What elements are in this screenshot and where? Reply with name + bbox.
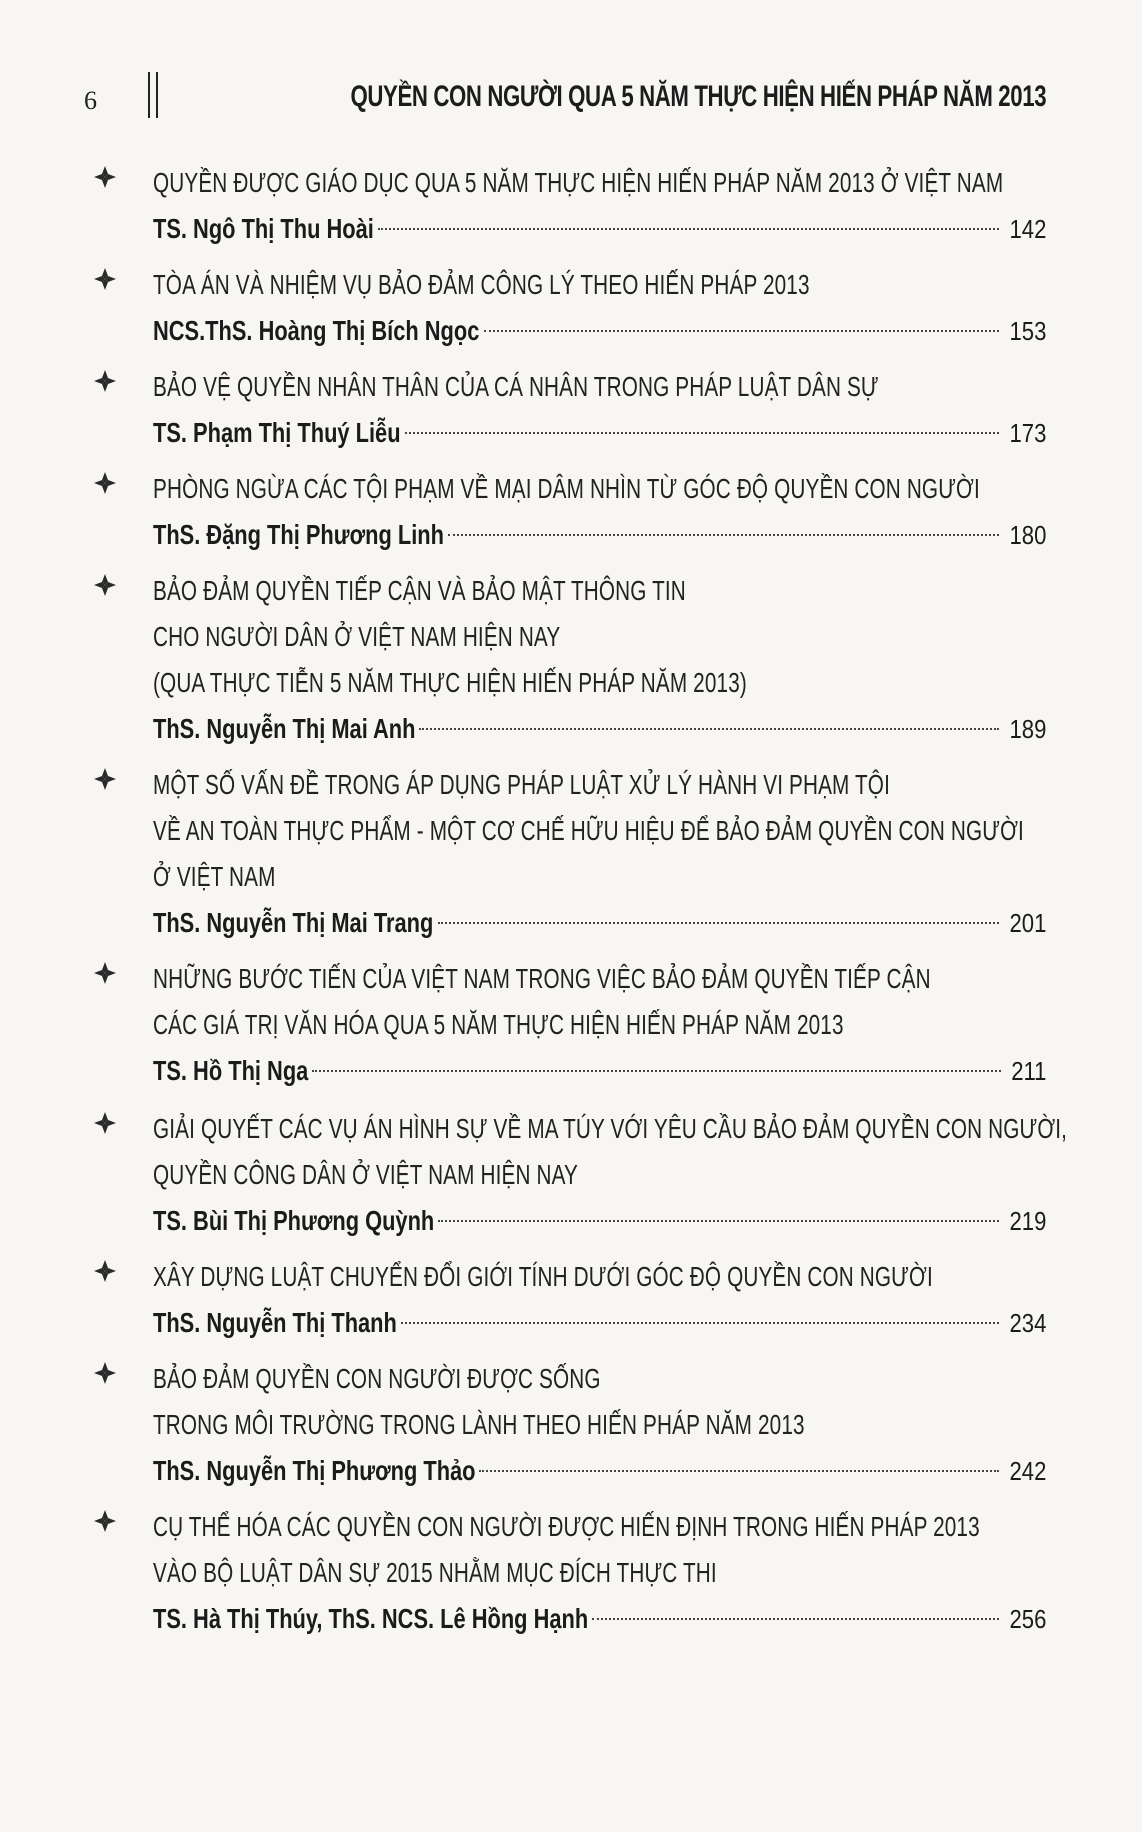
diamond-bullet-icon [92,1110,118,1136]
toc-entry-author-row [153,900,1046,946]
page-number: 6 [84,86,97,115]
toc-entry-page-number: 201 [1009,908,1046,938]
dot-leader [401,1322,999,1324]
dot-leader [438,922,999,924]
toc-entry [84,568,1046,752]
diamond-bullet-icon [92,266,118,292]
toc-entry-title-line: BẢO ĐẢM QUYỀN CON NGƯỜI ĐƯỢC SỐNG [153,1363,601,1394]
toc-entry-page-number: 242 [1009,1456,1046,1486]
toc-entry-author-row [153,308,1046,354]
toc-entry-author: ThS. Đặng Thị Phương Linh [153,519,444,550]
toc-entry [84,1254,1046,1346]
page-header [78,68,1046,124]
diamond-bullet-icon [92,766,118,792]
toc-entry [84,1504,1046,1642]
toc-entry-author: ThS. Nguyễn Thị Mai Anh [153,713,416,744]
toc-entry-author: ThS. Nguyễn Thị Mai Trang [153,907,434,938]
toc-entry-page-number: 234 [1009,1308,1046,1338]
diamond-bullet-icon [92,164,118,190]
toc-entry [84,956,1046,1094]
toc-entry-author-row [153,706,1046,752]
dot-leader [312,1070,1000,1072]
toc-entry-author-row [153,1198,1046,1244]
toc-entry [84,262,1046,354]
dot-leader [484,330,999,332]
toc-entry-page-number: 256 [1009,1604,1046,1634]
toc-entry-title-line: PHÒNG NGỪA CÁC TỘI PHẠM VỀ MẠI DÂM NHÌN TỪ GÓC ĐỘ QUYỀN CON NGƯỜI [153,473,980,504]
toc-entry-title-line: QUYỀN ĐƯỢC GIÁO DỤC QUA 5 NĂM THỰC HIỆN HIẾN PHÁP NĂM 2013 Ở VIỆT NAM [153,167,1004,198]
toc-entry-author-row [153,1300,1046,1346]
running-title: QUYỀN CON NGƯỜI QUA 5 NĂM THỰC HIỆN HIẾN PHÁP NĂM 2013 [350,80,1046,113]
table-of-contents [84,160,1068,1642]
toc-entry-title-line: CỤ THỂ HÓA CÁC QUYỀN CON NGƯỜI ĐƯỢC HIẾN ĐỊNH TRONG HIẾN PHÁP 2013 [153,1511,980,1542]
toc-entry-author-row [153,1048,1046,1094]
dot-leader [592,1618,999,1620]
dot-leader [479,1470,999,1472]
toc-entry-author: TS. Hà Thị Thúy, ThS. NCS. Lê Hồng Hạnh [153,1603,589,1634]
toc-entry-author: ThS. Nguyễn Thị Phương Thảo [153,1455,476,1486]
toc-entry-page-number: 153 [1009,316,1046,346]
diamond-bullet-icon [92,572,118,598]
dot-leader [438,1220,999,1222]
toc-entry-title-line: BẢO VỆ QUYỀN NHÂN THÂN CỦA CÁ NHÂN TRONG PHÁP LUẬT DÂN SỰ [153,371,879,402]
toc-entry-author: NCS.ThS. Hoàng Thị Bích Ngọc [153,315,480,346]
diamond-bullet-icon [92,368,118,394]
toc-entry-author-row [153,1448,1046,1494]
toc-entry-title-line: TÒA ÁN VÀ NHIỆM VỤ BẢO ĐẢM CÔNG LÝ THEO HIẾN PHÁP 2013 [153,269,810,300]
diamond-bullet-icon [92,1360,118,1386]
toc-entry [84,466,1046,558]
toc-entry [84,1356,1046,1494]
toc-entry [84,762,1046,946]
toc-entry-title-line: CHO NGƯỜI DÂN Ở VIỆT NAM HIỆN NAY [153,621,561,652]
toc-entry-author: TS. Ngô Thị Thu Hoài [153,213,374,244]
toc-entry-page-number: 180 [1009,520,1046,550]
toc-entry-title-line: CÁC GIÁ TRỊ VĂN HÓA QUA 5 NĂM THỰC HIỆN HIẾN PHÁP NĂM 2013 [153,1009,844,1040]
toc-entry-title-line: MỘT SỐ VẤN ĐỀ TRONG ÁP DỤNG PHÁP LUẬT XỬ LÝ HÀNH VI PHẠM TỘI [153,769,890,800]
toc-entry-page-number: 211 [1010,1056,1046,1086]
dot-leader [378,228,999,230]
toc-entry [84,364,1046,456]
toc-entry-author: TS. Hồ Thị Nga [153,1055,309,1086]
toc-entry-title-line: NHỮNG BƯỚC TIẾN CỦA VIỆT NAM TRONG VIỆC BẢO ĐẢM QUYỀN TIẾP CẬN [153,963,931,994]
toc-entry-page-number: 189 [1009,714,1046,744]
toc-entry-author-row [153,206,1046,252]
toc-entry-title-line: VỀ AN TOÀN THỰC PHẨM - MỘT CƠ CHẾ HỮU HIỆU ĐỂ BẢO ĐẢM QUYỀN CON NGƯỜI [153,815,1024,846]
toc-entry-author-row [153,512,1046,558]
toc-entry-author: TS. Bùi Thị Phương Quỳnh [153,1205,435,1236]
toc-entry-title-line: GIẢI QUYẾT CÁC VỤ ÁN HÌNH SỰ VỀ MA TÚY VỚI YÊU CẦU BẢO ĐẢM QUYỀN CON NGƯỜI, [153,1113,1068,1144]
dot-leader [448,534,999,536]
toc-entry [84,160,1046,252]
toc-entry [84,1106,1068,1244]
toc-entry-author-row [153,1596,1046,1642]
dot-leader [419,728,999,730]
dot-leader [405,432,999,434]
toc-entry-page-number: 142 [1009,214,1046,244]
toc-entry-title-line: VÀO BỘ LUẬT DÂN SỰ 2015 NHẰM MỤC ĐÍCH THỰC THI [153,1557,717,1588]
diamond-bullet-icon [92,960,118,986]
diamond-bullet-icon [92,1508,118,1534]
toc-entry-title-line: TRONG MÔI TRƯỜNG TRONG LÀNH THEO HIẾN PHÁP NĂM 2013 [153,1409,805,1440]
diamond-bullet-icon [92,470,118,496]
toc-entry-page-number: 173 [1009,418,1046,448]
toc-entry-title-line: QUYỀN CÔNG DÂN Ở VIỆT NAM HIỆN NAY [153,1159,578,1190]
toc-entry-author-row [153,410,1046,456]
toc-entry-author: TS. Phạm Thị Thuý Liễu [153,417,401,448]
diamond-bullet-icon [92,1258,118,1284]
toc-entry-title-line: Ở VIỆT NAM [153,861,276,892]
header-divider [148,72,158,118]
toc-entry-title-line: (QUA THỰC TIỄN 5 NĂM THỰC HIỆN HIẾN PHÁP NĂM 2013) [153,667,747,698]
toc-entry-page-number: 219 [1009,1206,1046,1236]
toc-entry-author: ThS. Nguyễn Thị Thanh [153,1307,397,1338]
toc-entry-title-line: XÂY DỰNG LUẬT CHUYỂN ĐỔI GIỚI TÍNH DƯỚI GÓC ĐỘ QUYỀN CON NGƯỜI [153,1261,933,1292]
toc-entry-title-line: BẢO ĐẢM QUYỀN TIẾP CẬN VÀ BẢO MẬT THÔNG TIN [153,575,686,606]
